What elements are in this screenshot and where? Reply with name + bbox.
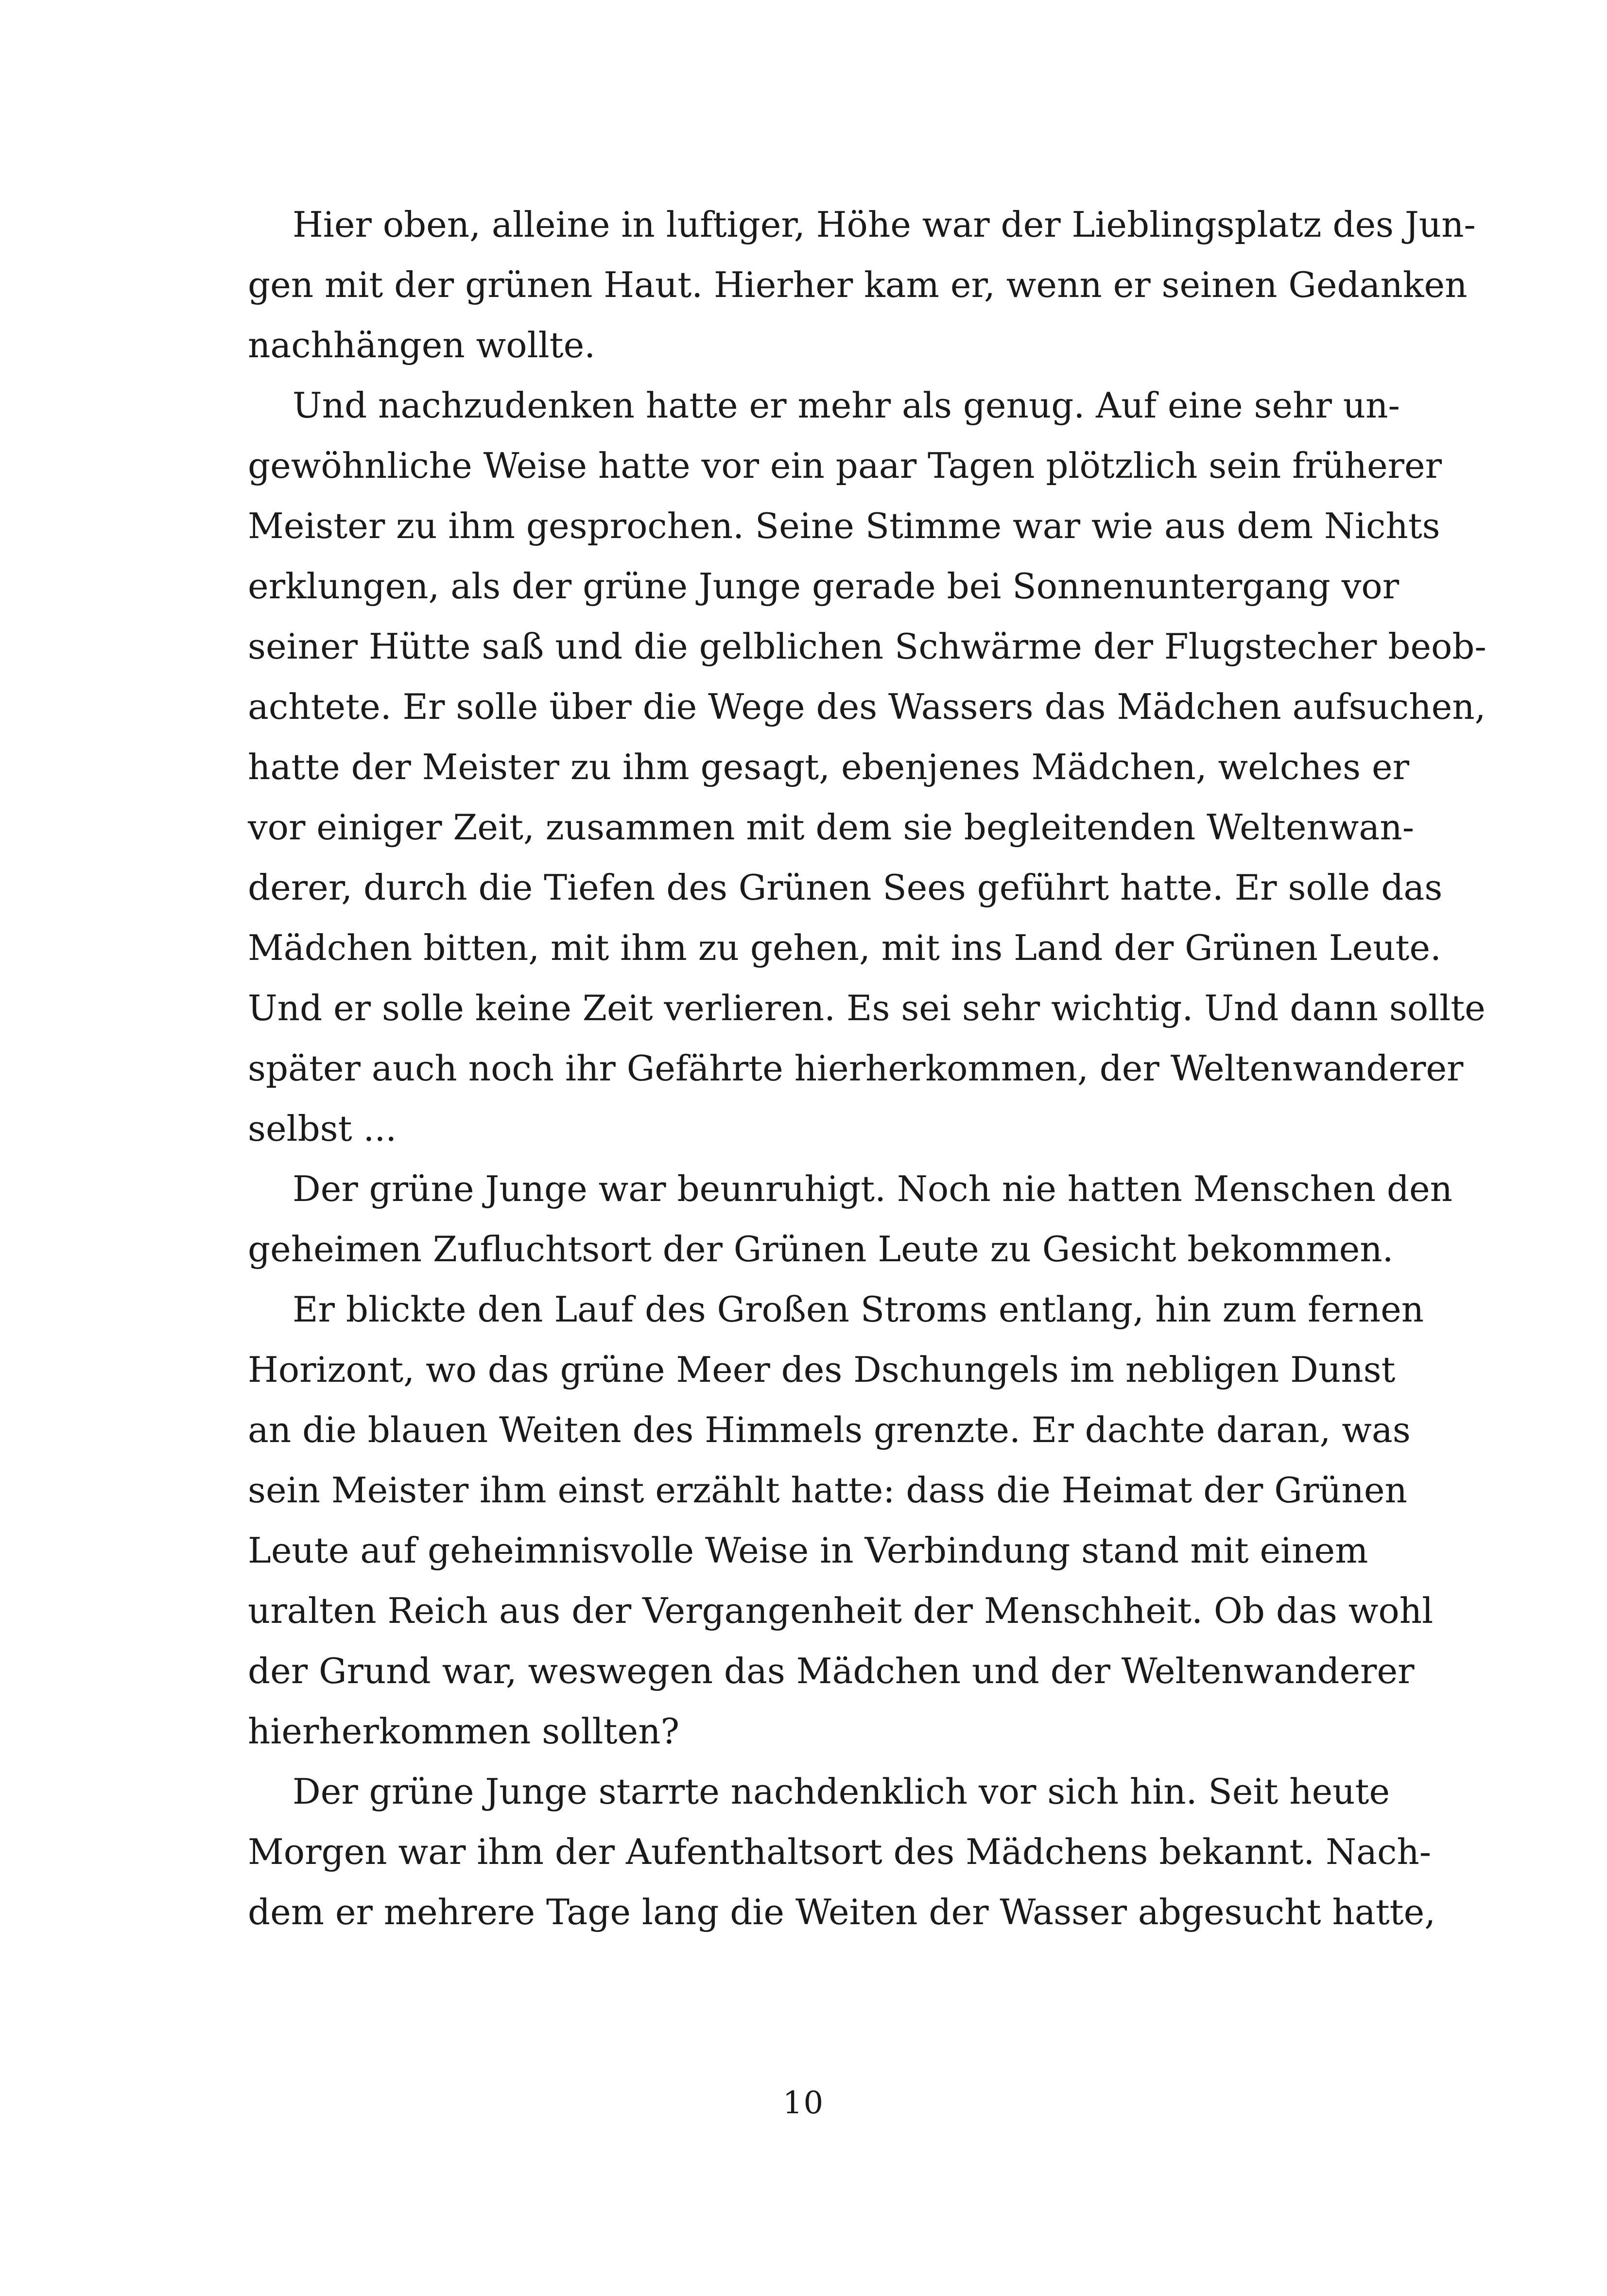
text-line: der Grund war, weswegen das Mädchen und der Weltenwanderer — [248, 1651, 1415, 1691]
text-line: Mädchen bitten, mit ihm zu gehen, mit ins Land der Grünen Leute. — [248, 927, 1441, 968]
text-line: geheimen Zufluchtsort der Grünen Leute zu Gesicht bekommen. — [248, 1229, 1394, 1270]
text-line: Hier oben, alleine in luftiger, Höhe war der Lieblingsplatz des Jun- — [293, 204, 1476, 245]
text-line: Horizont, wo das grüne Meer des Dschungels im nebligen Dunst — [248, 1349, 1396, 1390]
text-line: Leute auf geheimnisvolle Weise in Verbindung stand mit einem — [248, 1530, 1368, 1571]
text-line: Meister zu ihm gesprochen. Seine Stimme war wie aus dem Nichts — [248, 505, 1440, 546]
text-line: dem er mehrere Tage lang die Weiten der Wasser abgesucht hatte, — [248, 1892, 1436, 1932]
text-line: nachhängen wollte. — [248, 325, 596, 365]
text-line: selbst ... — [248, 1108, 397, 1149]
text-line: vor einiger Zeit, zusammen mit dem sie begleitenden Weltenwan- — [248, 807, 1415, 848]
text-line: sein Meister ihm einst erzählt hatte: dass die Heimat der Grünen — [248, 1470, 1407, 1511]
text-line: erklungen, als der grüne Junge gerade bei Sonnenuntergang vor — [248, 566, 1400, 607]
text-line: Der grüne Junge starrte nachdenklich vor sich hin. Seit heute — [293, 1771, 1390, 1812]
text-line: uralten Reich aus der Vergangenheit der Menschheit. Ob das wohl — [248, 1590, 1434, 1631]
text-line: derer, durch die Tiefen des Grünen Sees geführt hatte. Er solle das — [248, 867, 1443, 908]
text-line: Der grüne Junge war beunruhigt. Noch nie hatten Menschen den — [293, 1168, 1453, 1209]
text-line: hatte der Meister zu ihm gesagt, ebenjenes Mädchen, welches er — [248, 747, 1409, 787]
text-line: Und nachzudenken hatte er mehr als genug. Auf eine sehr un- — [293, 385, 1400, 426]
text-line: an die blauen Weiten des Himmels grenzte. Er dachte daran, was — [248, 1409, 1411, 1450]
text-line: Morgen war ihm der Aufenthaltsort des Mädchens bekannt. Nach- — [248, 1831, 1432, 1872]
text-line: achtete. Er solle über die Wege des Wassers das Mädchen aufsuchen, — [248, 686, 1486, 727]
body-text — [248, 194, 1486, 1942]
text-line: gen mit der grünen Haut. Hierher kam er, wenn er seinen Gedanken — [248, 264, 1468, 305]
text-line: gewöhnliche Weise hatte vor ein paar Tagen plötzlich sein früherer — [248, 445, 1442, 486]
text-line: hierherkommen sollten? — [248, 1711, 680, 1752]
text-line: Er blickte den Lauf des Großen Stroms entlang, hin zum fernen — [293, 1289, 1424, 1330]
page-number: 10 — [782, 2085, 825, 2121]
text-line: seiner Hütte saß und die gelblichen Schwärme der Flugstecher beob- — [248, 626, 1486, 667]
text-line: Und er solle keine Zeit verlieren. Es sei sehr wichtig. Und dann sollte — [248, 988, 1486, 1028]
text-line: später auch noch ihr Gefährte hierherkommen, der Weltenwanderer — [248, 1048, 1464, 1089]
